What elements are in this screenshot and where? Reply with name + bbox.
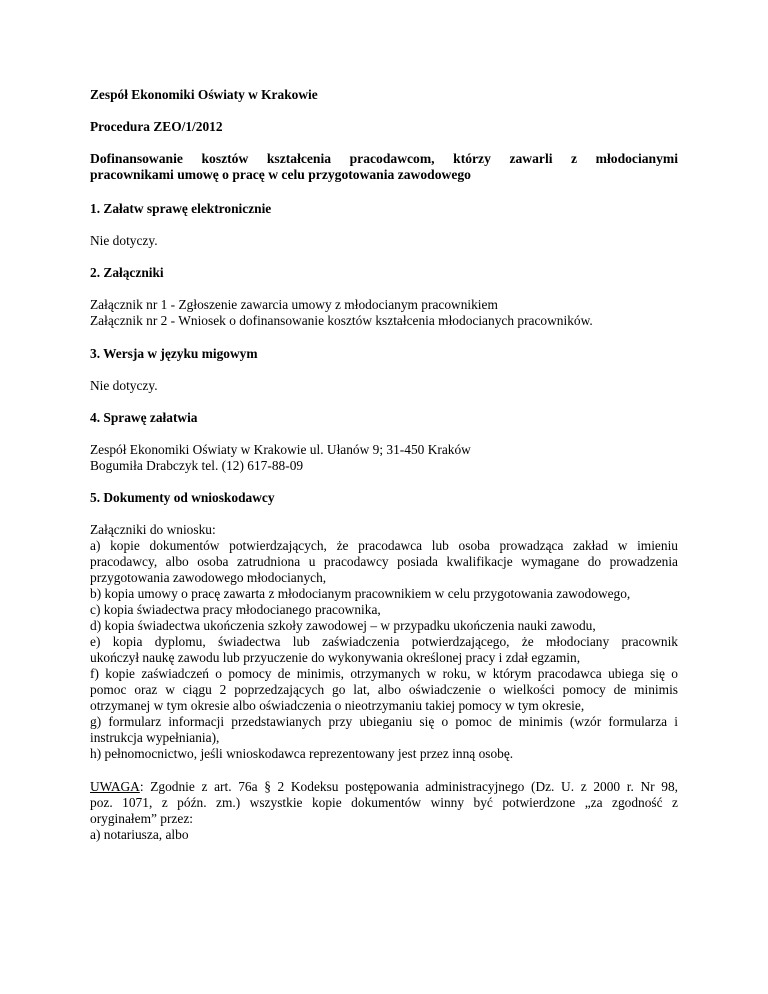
attachment-item: Załącznik nr 2 - Wniosek o dofinansowanie kosztów kształcenia młodocianych pracowników. xyxy=(90,313,593,328)
note-label: UWAGA xyxy=(90,779,140,794)
note-line-1 xyxy=(90,779,678,795)
document-item-line: a) kopie dokumentów potwierdzających, że pracodawca lub osoba prowadząca zakład w imieniu xyxy=(90,538,678,553)
document-item-line: b) kopia umowy o pracę zawarta z młodocianym pracownikiem w celu przygotowania zawodowego, xyxy=(90,586,631,601)
document-item-line: instrukcja wypełniania), xyxy=(90,730,220,745)
document-item-line: c) kopia świadectwa pracy młodocianego pracownika, xyxy=(90,602,381,617)
procedure-number: Procedura ZEO/1/2012 xyxy=(90,119,223,134)
note-text: : Zgodnie z art. 76a § 2 Kodeksu postępowania administracyjnego (Dz. U. z 2000 r. Nr 98, xyxy=(139,779,678,794)
document-item-line: e) kopia dyplomu, świadectwa lub zaświadczenia potwierdzającego, że młodociany pracownik xyxy=(90,634,678,649)
document-item-line: f) kopie zaświadczeń o pomocy de minimis, otrzymanych w roku, w którym pracodawca ubiega się o xyxy=(90,666,678,681)
section-text: Nie dotyczy. xyxy=(90,233,158,248)
section-heading-sign-language: 3. Wersja w języku migowym xyxy=(90,346,258,361)
office-address: Zespół Ekonomiki Oświaty w Krakowie ul. Ułanów 9; 31-450 Kraków xyxy=(90,442,471,457)
document-item-line: g) formularz informacji przedstawianych przy ubieganiu się o pomoc de minimis (wzór formularza i xyxy=(90,714,678,729)
section-heading-electronic: 1. Załatw sprawę elektronicznie xyxy=(90,201,272,216)
document-title-line-2: pracownikami umowę o pracę w celu przygotowania zawodowego xyxy=(90,167,471,182)
document-item-line: pracodawcy, albo osoba zatrudniona u pracodawcy posiada kwalifikacje wymagane do prowadzenia xyxy=(90,554,678,569)
document-item-line: ukończył naukę zawodu lub przyuczenie do wykonywania określonej pracy i zdał egzamin, xyxy=(90,650,581,665)
note-line-2: poz. 1071, z późn. zm.) wszystkie kopie dokumentów winny być potwierdzone „za zgodność z xyxy=(90,795,678,810)
document-item-line: otrzymanej w tym okresie albo oświadczenia o nieotrzymaniu takiej pomocy w tym okresie, xyxy=(90,698,585,713)
document-item-line: przygotowania zawodowego młodocianych, xyxy=(90,570,327,585)
documents-intro: Załączniki do wniosku: xyxy=(90,522,216,537)
document-item-line: h) pełnomocnictwo, jeśli wnioskodawca reprezentowany jest przez inną osobę. xyxy=(90,746,514,761)
section-heading-attachments: 2. Załączniki xyxy=(90,265,164,280)
document-item-line: pomoc oraz w ciągu 2 poprzedzających go lat, albo oświadczenie o wielkości pomocy de minimis xyxy=(90,682,678,697)
attachment-item: Załącznik nr 1 - Zgłoszenie zawarcia umowy z młodocianym pracownikiem xyxy=(90,297,498,312)
contact-person: Bogumiła Drabczyk tel. (12) 617-88-09 xyxy=(90,458,304,473)
document-item-line: d) kopia świadectwa ukończenia szkoły zawodowej – w przypadku ukończenia nauki zawodu, xyxy=(90,618,596,633)
document-title-line-1: Dofinansowanie kosztów kształcenia pracodawcom, którzy zawarli z młodocianymi xyxy=(90,151,678,166)
note-line-3: oryginałem” przez: xyxy=(90,811,193,826)
section-heading-documents: 5. Dokumenty od wnioskodawcy xyxy=(90,490,275,505)
section-heading-handled-by: 4. Sprawę załatwia xyxy=(90,410,198,425)
organization-name: Zespół Ekonomiki Oświaty w Krakowie xyxy=(90,87,318,102)
section-text: Nie dotyczy. xyxy=(90,378,158,393)
note-line-4: a) notariusza, albo xyxy=(90,827,189,842)
